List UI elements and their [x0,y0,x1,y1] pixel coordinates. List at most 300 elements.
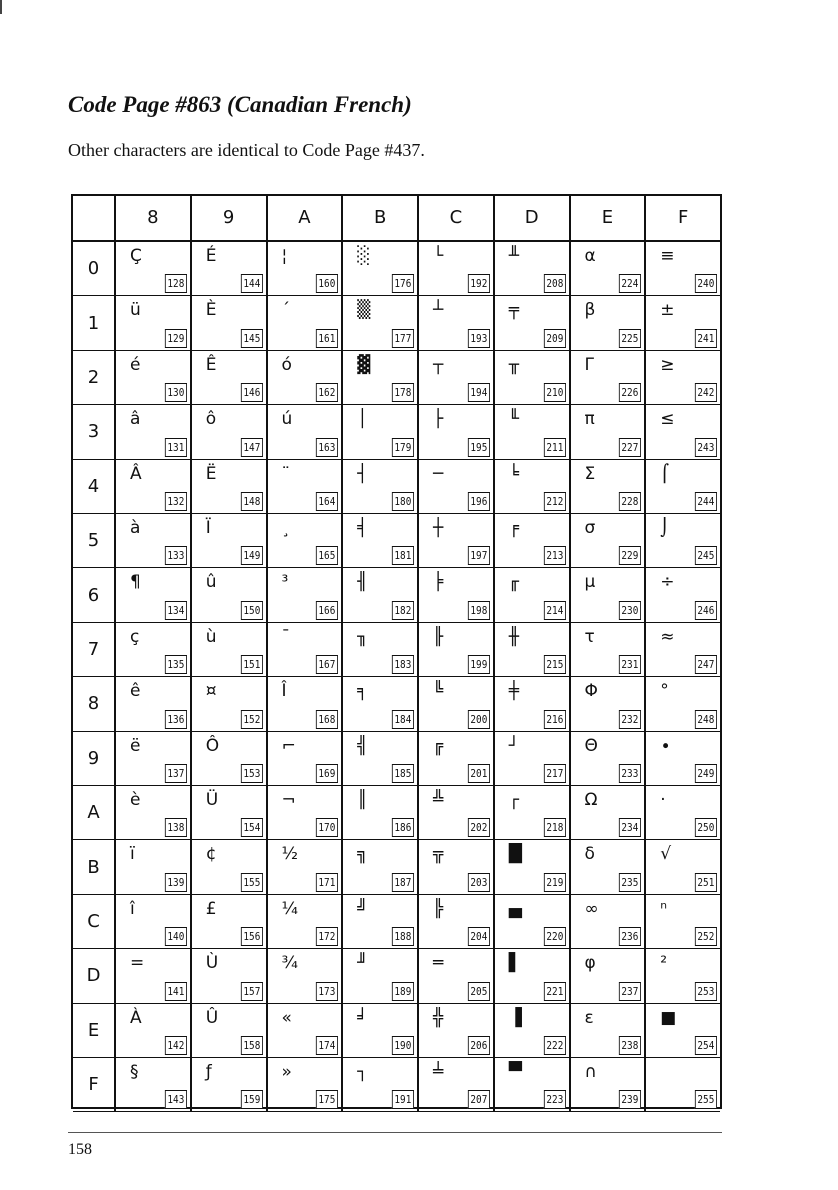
char-code-box: 151 [241,655,263,674]
char-glyph: ╙ [508,409,519,430]
char-cell [644,296,720,350]
char-glyph: ┘ [508,735,519,756]
char-code-box: 229 [619,546,641,565]
char-code-box: 242 [695,383,717,402]
char-cell [341,405,417,459]
char-code-box: 158 [241,1036,263,1055]
char-code-box: 153 [241,764,263,783]
char-cell [417,623,493,677]
char-cell [569,732,645,786]
char-cell [569,786,645,840]
char-cell [190,677,266,731]
char-code-box: 248 [695,710,717,729]
char-cell [190,1004,266,1058]
char-code-box: 182 [392,601,414,620]
char-code-box: 131 [165,438,187,457]
char-code-box: 199 [468,655,490,674]
char-glyph: É [205,246,217,266]
column-header: F [644,196,720,240]
char-glyph: ┬ [433,354,444,375]
code-page-table [71,194,722,1109]
char-cell [114,1004,190,1058]
char-code-box: 223 [544,1090,566,1109]
char-glyph: ┐ [357,1062,368,1082]
char-cell [493,296,569,350]
char-cell [493,1058,569,1112]
char-cell [266,568,342,622]
char-glyph: φ [584,953,596,974]
char-code-box: 154 [241,818,263,837]
char-cell [341,895,417,949]
char-code-box: 241 [695,329,717,348]
char-code-box: 210 [544,383,566,402]
char-cell [114,296,190,350]
char-glyph: ▀ [508,1062,522,1082]
char-code-box: 226 [619,383,641,402]
char-code-box: 149 [241,546,263,565]
char-cell [569,514,645,568]
char-code-box: 220 [544,927,566,946]
char-code-box: 193 [468,329,490,348]
char-cell [644,405,720,459]
page-number: 158 [68,1141,92,1158]
char-code-box: 147 [241,438,263,457]
char-glyph: £ [205,898,217,919]
char-glyph: σ [584,518,596,538]
char-code-box: 157 [241,982,263,1001]
char-code-box: 180 [392,492,414,511]
char-glyph: ≡ [660,246,675,266]
char-cell [644,949,720,1003]
char-cell [493,677,569,731]
char-glyph: ½ [281,844,298,865]
char-glyph: ╤ [508,300,519,321]
char-code-box: 179 [392,438,414,457]
char-glyph: ¨ [281,463,290,484]
char-code-box: 228 [619,492,641,511]
char-code-box: 230 [619,601,641,620]
char-cell [114,623,190,677]
char-cell [493,405,569,459]
row-header: 1 [73,296,114,350]
char-cell [569,677,645,731]
char-glyph: Î [281,681,287,702]
char-glyph: ¬ [281,790,296,810]
char-code-box: 249 [695,764,717,783]
char-code-box: 219 [544,873,566,892]
char-glyph: ╝ [357,898,368,919]
char-glyph: ≤ [660,409,675,430]
char-code-box: 250 [695,818,717,837]
char-code-box: 222 [544,1036,566,1055]
char-cell [493,460,569,514]
row-header: 5 [73,514,114,568]
char-code-box: 234 [619,818,641,837]
char-glyph: α [584,246,596,266]
char-cell [341,1004,417,1058]
char-glyph: ╞ [433,572,444,593]
char-code-box: 128 [165,274,187,293]
char-code-box: 185 [392,764,414,783]
char-cell [644,460,720,514]
char-code-box: 159 [241,1090,263,1109]
char-code-box: 254 [695,1036,717,1055]
char-glyph: ≈ [660,626,675,647]
char-glyph: τ [584,626,595,647]
char-code-box: 244 [695,492,717,511]
char-glyph: = [130,953,145,974]
char-glyph: ├ [433,409,444,430]
char-code-box: 148 [241,492,263,511]
char-glyph: ═ [433,953,444,974]
char-glyph: └ [433,246,444,266]
char-glyph: ¤ [205,681,217,702]
char-cell [341,677,417,731]
char-cell [266,1004,342,1058]
char-glyph: Â [130,463,142,484]
char-glyph: ╬ [433,1007,444,1028]
char-glyph: â [130,409,141,430]
char-code-box: 171 [316,873,338,892]
char-glyph: ╧ [433,1062,444,1082]
char-code-box: 202 [468,818,490,837]
char-glyph: ¼ [281,898,298,919]
char-cell [266,840,342,894]
char-cell [190,949,266,1003]
char-cell [341,296,417,350]
char-glyph: Ç [130,246,142,266]
char-cell [341,514,417,568]
char-cell [114,732,190,786]
char-code-box: 215 [544,655,566,674]
char-cell [569,949,645,1003]
char-cell [417,949,493,1003]
char-code-box: 238 [619,1036,641,1055]
char-glyph: ε [584,1007,594,1028]
char-cell [493,786,569,840]
char-cell [190,568,266,622]
char-cell [266,296,342,350]
char-cell [569,895,645,949]
char-code-box: 136 [165,710,187,729]
char-cell [417,460,493,514]
char-glyph: î [130,898,135,919]
char-glyph: Ï [205,518,211,538]
char-glyph: ┼ [433,518,444,538]
char-code-box: 137 [165,764,187,783]
char-glyph: Ë [205,463,217,484]
char-code-box: 211 [544,438,566,457]
char-cell [266,460,342,514]
char-cell [493,840,569,894]
char-cell [493,351,569,405]
char-code-box: 217 [544,764,566,783]
char-glyph: ê [130,681,141,702]
char-glyph: ï [130,844,135,865]
char-code-box: 156 [241,927,263,946]
char-code-box: 245 [695,546,717,565]
char-cell [190,296,266,350]
margin-mark [0,0,2,14]
char-code-box: 194 [468,383,490,402]
char-code-box: 145 [241,329,263,348]
char-code-box: 252 [695,927,717,946]
char-cell [417,405,493,459]
char-glyph: ┌ [508,790,519,810]
char-glyph: ▄ [508,898,522,919]
char-cell [266,623,342,677]
char-code-box: 140 [165,927,187,946]
char-cell [341,351,417,405]
char-cell [266,405,342,459]
char-cell [569,840,645,894]
column-header: B [341,196,417,240]
char-glyph: Σ [584,463,596,484]
char-code-box: 130 [165,383,187,402]
char-glyph: ² [660,953,668,974]
char-cell [569,568,645,622]
char-glyph: ⌐ [281,735,296,756]
char-code-box: 170 [316,818,338,837]
char-cell [417,732,493,786]
char-glyph: ┴ [433,300,444,321]
char-code-box: 247 [695,655,717,674]
char-code-box: 203 [468,873,490,892]
char-glyph: ╨ [508,246,519,266]
char-cell [266,242,342,296]
char-code-box: 214 [544,601,566,620]
char-cell [493,514,569,568]
char-code-box: 184 [392,710,414,729]
char-code-box: 144 [241,274,263,293]
char-glyph: ╫ [508,626,519,647]
column-header: A [266,196,342,240]
char-cell [266,895,342,949]
char-cell [493,1004,569,1058]
char-glyph: ¸ [281,518,290,538]
char-glyph: ¯ [281,626,290,647]
char-glyph: ╦ [433,844,444,865]
char-code-box: 166 [316,601,338,620]
char-code-box: 243 [695,438,717,457]
char-glyph: ╢ [357,572,368,593]
char-cell [114,460,190,514]
page-title: Code Page #863 (Canadian French) [68,92,412,117]
char-cell [493,623,569,677]
char-glyph: é [130,354,141,375]
char-glyph: ║ [357,790,368,810]
char-glyph: ╖ [357,626,368,647]
char-glyph: ╒ [508,518,519,538]
char-code-box: 192 [468,274,490,293]
char-code-box: 188 [392,927,414,946]
char-code-box: 200 [468,710,490,729]
char-glyph: Ù [205,953,219,974]
char-glyph: » [281,1062,292,1082]
column-header: 9 [190,196,266,240]
char-cell [644,786,720,840]
char-code-box: 143 [165,1090,187,1109]
row-header: 3 [73,405,114,459]
char-cell [341,623,417,677]
char-glyph: √ [660,844,672,865]
char-code-box: 240 [695,274,717,293]
char-glyph: ´ [281,300,290,321]
char-code-box: 246 [695,601,717,620]
char-code-box: 165 [316,546,338,565]
char-glyph: ∙ [660,735,671,756]
row-header: A [73,786,114,840]
char-glyph: ╠ [433,898,444,919]
char-glyph: ú [281,409,293,430]
char-code-box: 209 [544,329,566,348]
char-code-box: 141 [165,982,187,1001]
char-code-box: 216 [544,710,566,729]
char-code-box: 160 [316,274,338,293]
char-cell [190,623,266,677]
char-code-box: 162 [316,383,338,402]
column-header: C [417,196,493,240]
char-glyph: Ü [205,790,219,810]
char-code-box: 197 [468,546,490,565]
char-cell [569,1004,645,1058]
char-code-box: 196 [468,492,490,511]
char-glyph: ∞ [584,898,599,919]
char-code-box: 237 [619,982,641,1001]
char-cell [114,242,190,296]
char-glyph: ╓ [508,572,519,593]
char-cell [644,568,720,622]
char-code-box: 204 [468,927,490,946]
char-glyph: ╩ [433,790,444,810]
char-code-box: 224 [619,274,641,293]
char-cell [569,1058,645,1112]
char-code-box: 161 [316,329,338,348]
char-glyph: ░ [357,246,371,266]
char-glyph: ■ [660,1007,677,1028]
char-cell [569,623,645,677]
char-code-box: 138 [165,818,187,837]
char-cell [266,786,342,840]
char-code-box: 190 [392,1036,414,1055]
char-glyph: ± [660,300,675,321]
char-cell [644,840,720,894]
char-glyph: ╟ [433,626,444,647]
char-cell [114,405,190,459]
char-code-box: 167 [316,655,338,674]
char-code-box: 213 [544,546,566,565]
char-cell [644,1058,720,1112]
table-header-row [73,196,720,242]
row-header: 6 [73,568,114,622]
char-cell [644,351,720,405]
char-glyph: Ê [205,354,217,375]
char-glyph: ù [205,626,217,647]
row-header: B [73,840,114,894]
char-glyph: █ [508,844,522,865]
char-code-box: 142 [165,1036,187,1055]
char-glyph: Û [205,1007,219,1028]
char-glyph: · [660,790,666,810]
char-glyph: π [584,409,595,430]
char-code-box: 139 [165,873,187,892]
char-code-box: 255 [695,1090,717,1109]
char-cell [114,949,190,1003]
char-cell [266,1058,342,1112]
char-code-box: 218 [544,818,566,837]
char-cell [190,895,266,949]
char-glyph: Θ [584,735,598,756]
char-glyph: û [205,572,217,593]
char-code-box: 201 [468,764,490,783]
char-cell [190,242,266,296]
char-code-box: 233 [619,764,641,783]
char-glyph: ╕ [357,681,368,702]
char-cell [417,296,493,350]
char-cell [417,514,493,568]
char-glyph: ƒ [205,1062,212,1082]
row-header: E [73,1004,114,1058]
char-cell [190,351,266,405]
char-cell [341,460,417,514]
char-glyph: ¢ [205,844,217,865]
char-glyph: ╚ [433,681,444,702]
char-glyph: ╜ [357,953,368,974]
char-code-box: 239 [619,1090,641,1109]
page-subtitle: Other characters are identical to Code Page #437. [68,140,425,160]
char-cell [493,732,569,786]
char-cell [493,895,569,949]
char-code-box: 178 [392,383,414,402]
char-cell [493,568,569,622]
char-glyph: ÷ [660,572,675,593]
char-glyph: ╘ [508,463,519,484]
char-cell [417,242,493,296]
char-cell [114,568,190,622]
char-code-box: 236 [619,927,641,946]
char-code-box: 132 [165,492,187,511]
char-cell [341,732,417,786]
char-glyph: ⁿ [660,898,668,919]
char-cell [114,786,190,840]
char-glyph: Γ [584,354,594,375]
char-code-box: 169 [316,764,338,783]
char-glyph: ô [205,409,217,430]
char-glyph: ¦ [281,246,288,266]
char-glyph: ╗ [357,844,368,865]
char-code-box: 152 [241,710,263,729]
char-glyph: ó [281,354,292,375]
row-header: 4 [73,460,114,514]
char-cell [190,1058,266,1112]
char-glyph: δ [584,844,595,865]
row-header: C [73,895,114,949]
char-code-box: 181 [392,546,414,565]
char-glyph: ≥ [660,354,675,375]
table-corner-cell [73,196,114,240]
char-glyph: │ [357,409,368,430]
char-code-box: 129 [165,329,187,348]
char-code-box: 221 [544,982,566,1001]
row-header: 8 [73,677,114,731]
column-header: 8 [114,196,190,240]
char-code-box: 251 [695,873,717,892]
char-code-box: 235 [619,873,641,892]
char-code-box: 198 [468,601,490,620]
char-code-box: 205 [468,982,490,1001]
char-code-box: 225 [619,329,641,348]
char-glyph: ° [660,681,669,702]
